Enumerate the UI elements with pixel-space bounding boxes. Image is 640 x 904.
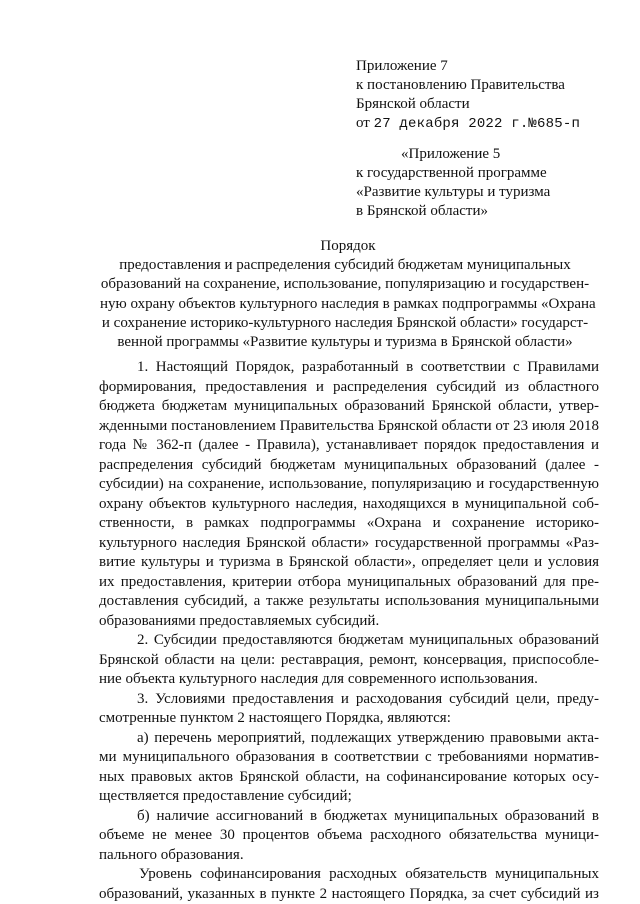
body-line: Уровень софинансирования расходных обязательств муниципальных	[99, 865, 599, 885]
body-line: 1. Настоящий Порядок, разработанный в соответствии с Правилами	[99, 358, 599, 378]
body-line: их предоставления, критерии отбора муниципальных образований для пре-	[99, 573, 599, 593]
body-line: охрану объектов культурного наследия, находящихся в муниципальной соб-	[99, 495, 599, 515]
body-line: образований, указанных в пункте 2 настоящего Порядка, за счет субсидий из	[99, 885, 599, 904]
appendix-reference: к постановлению Правительства	[356, 76, 580, 95]
body-line: а) перечень мероприятий, подлежащих утверждению правовыми акта-	[99, 729, 599, 749]
document-title: Порядок	[98, 237, 598, 256]
subtitle-line: и сохранение историко-культурного наследия Брянской области» государст-	[100, 314, 590, 333]
document-body	[99, 358, 599, 904]
body-line: б) наличие ассигнований в бюджетах муниципальных образований в	[99, 807, 599, 827]
body-line: ми муниципального образования в соответствии с требованиями норматив-	[99, 748, 599, 768]
body-line: образованиями предоставляемых субсидий.	[99, 612, 599, 632]
body-line: доставления субсидий, а также результаты использования муниципальными	[99, 592, 599, 612]
appendix-5-header	[356, 145, 550, 221]
body-line: года № 362-п (далее - Правила), устанавливает порядок предоставления и	[99, 436, 599, 456]
program-name-line1: «Развитие культуры и туризма	[356, 183, 550, 202]
body-line: ществляется предоставление субсидий;	[99, 787, 599, 807]
body-line: ственности, в рамках подпрограммы «Охрана и сохранение историко-	[99, 514, 599, 534]
body-line: формирования, предоставления и распределения субсидий из областного	[99, 378, 599, 398]
appendix-5-number: «Приложение 5	[356, 145, 550, 164]
appendix-number: Приложение 7	[356, 57, 580, 76]
body-line: распределения субсидий бюджетам муниципальных образований (далее -	[99, 456, 599, 476]
subtitle-line: венной программы «Развитие культуры и туризма в Брянской области»	[100, 333, 590, 352]
body-line: культурного наследия Брянской области» государственной программы «Раз-	[99, 534, 599, 554]
subtitle-line: ную охрану объектов культурного наследия в рамках подпрограммы «Охрана	[100, 295, 590, 314]
body-line: жденными постановлением Правительства Брянской области от 23 июля 2018	[99, 417, 599, 437]
document-subtitle	[100, 256, 590, 352]
program-name-line2: в Брянской области»	[356, 202, 550, 221]
subtitle-line: предоставления и распределения субсидий бюджетам муниципальных	[100, 256, 590, 275]
body-line: объеме не менее 30 процентов объема расходного обязательства муници-	[99, 826, 599, 846]
body-line: ных правовых актов Брянской области, на софинансирование которых осу-	[99, 768, 599, 788]
body-line: бюджета бюджетам муниципальных образований Брянской области, утвер-	[99, 397, 599, 417]
body-line: 2. Субсидии предоставляются бюджетам муниципальных образований	[99, 631, 599, 651]
body-line: смотренные пунктом 2 настоящего Порядка, являются:	[99, 709, 599, 729]
body-line: 3. Условиями предоставления и расходования субсидий цели, преду-	[99, 690, 599, 710]
subtitle-line: образований на сохранение, использование, популяризацию и государствен-	[100, 275, 590, 294]
body-line: ние объекта культурного наследия для современного использования.	[99, 670, 599, 690]
appendix-region: Брянской области	[356, 95, 580, 114]
body-line: пального образования.	[99, 846, 599, 866]
body-line: витие культуры и туризма в Брянской области», определяет цели и условия	[99, 553, 599, 573]
appendix-7-header	[356, 57, 580, 134]
appendix-date-line	[356, 114, 580, 134]
date-prefix: от	[356, 115, 374, 131]
appendix-5-reference: к государственной программе	[356, 164, 550, 183]
body-line: субсидии) на сохранение, использование, популяризацию и государственную	[99, 475, 599, 495]
body-line: Брянской области на цели: реставрация, ремонт, консервация, приспособле-	[99, 651, 599, 671]
date-stamp: 27 декабря 2022 г.№685-п	[374, 116, 580, 132]
